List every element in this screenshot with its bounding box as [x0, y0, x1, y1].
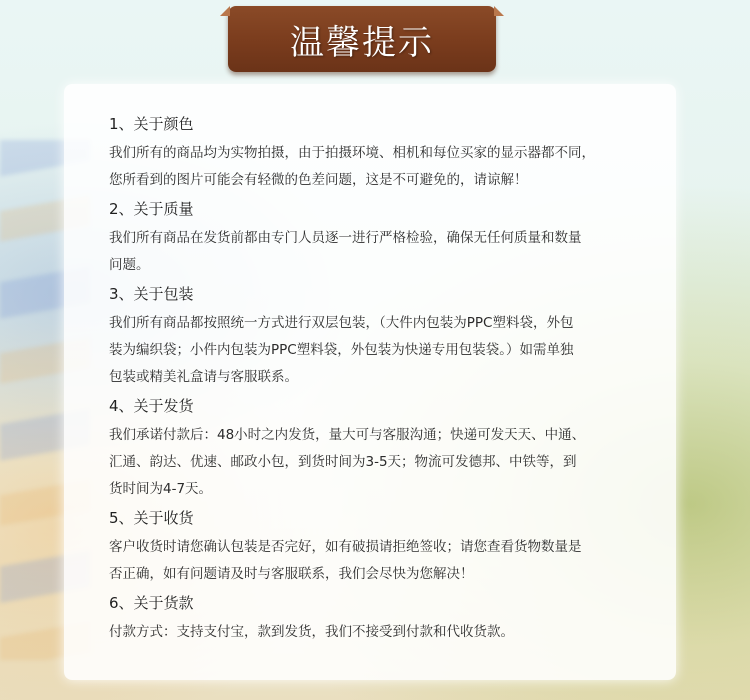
section-title: 6、关于货款	[109, 594, 194, 612]
section-body: 我们所有商品都按照统一方式进行双层包装，（大件内包装为PPC塑料袋，外包 装为编织袋；小件内包装为PPC塑料袋，外包装为快递专用包装袋。）如需单独 包装或精美礼盒请与客服联系。	[109, 315, 574, 385]
section-receiving	[109, 506, 649, 588]
banner-title: 温馨提示	[290, 22, 434, 63]
section-title: 1、关于颜色	[109, 115, 194, 133]
section-color	[109, 112, 649, 194]
section-body: 我们所有的商品均为实物拍摄，由于拍摄环境、相机和每位买家的显示器都不同， 您所看到的图片可能会有轻微的色差问题，这是不可避免的，请谅解！	[109, 145, 595, 188]
section-payment	[109, 591, 649, 646]
notice-content	[109, 112, 649, 649]
section-body: 我们所有商品在发货前都由专门人员逐一进行严格检验，确保无任何质量和数量 问题。	[109, 230, 582, 273]
section-title: 4、关于发货	[109, 397, 194, 415]
section-body: 客户收货时请您确认包装是否完好，如有破损请拒绝签收；请您查看货物数量是 否正确，如有问题请及时与客服联系，我们会尽快为您解决！	[109, 539, 582, 582]
section-title: 5、关于收货	[109, 509, 194, 527]
section-body: 付款方式：支持支付宝，款到发货，我们不接受到付款和代收货款。	[109, 624, 514, 640]
section-packaging	[109, 282, 649, 391]
section-body: 我们承诺付款后：48小时之内发货，量大可与客服沟通；快递可发天天、中通、 汇通、韵达、优速、邮政小包，到货时间为3-5天；物流可发德邦、中铁等，到 货时间为4-7天。	[109, 427, 586, 497]
title-banner	[228, 6, 496, 72]
section-shipping	[109, 394, 649, 503]
section-quality	[109, 197, 649, 279]
section-title: 2、关于质量	[109, 200, 194, 218]
section-title: 3、关于包装	[109, 285, 194, 303]
